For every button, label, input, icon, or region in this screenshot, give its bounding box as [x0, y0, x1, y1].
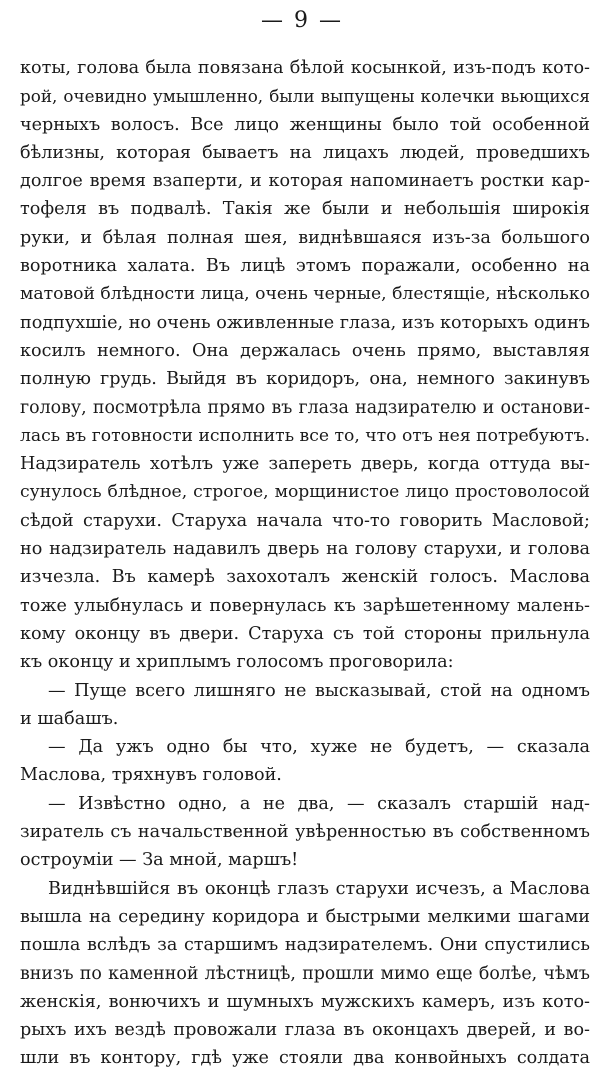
text-line: лась въ готовности исполнить все то, что отъ нея потребуютъ. [20, 425, 590, 446]
text-line: пошла вслѣдъ за старшимъ надзирателемъ. Они спустились [20, 935, 590, 956]
text-line: черныхъ волосъ. Все лицо женщины было той особенной [20, 114, 590, 135]
text-line: шли въ контору, гдѣ уже стояли два конвойныхъ солдата [20, 1048, 590, 1069]
text-line: долгое время взаперти, и которая напоминаетъ ростки кар- [20, 171, 590, 192]
page-body-text [20, 54, 590, 1073]
text-line: рой, очевидно умышленно, были выпущены колечки вьющихся [20, 86, 590, 107]
text-line: — Да ужъ одно бы что, хуже не будетъ, — сказала [48, 737, 590, 758]
text-line: зиратель съ начальственной увѣренностью въ собственномъ [20, 822, 590, 843]
text-line: — Пуще всего лишняго не высказывай, стой на одномъ [48, 680, 590, 701]
text-line: матовой блѣдности лица, очень черные, блестящіе, нѣсколько [20, 284, 590, 305]
text-line: кому оконцу въ двери. Старуха съ той стороны прильнула [20, 623, 590, 644]
page-number: — 9 — [261, 8, 343, 33]
text-line: къ оконцу и хриплымъ голосомъ проговорила: [20, 652, 454, 673]
text-line: тофеля въ подвалѣ. Такія же были и небольшія широкія [20, 199, 590, 220]
text-line: Маслова, тряхнувъ головой. [20, 765, 282, 786]
text-line: руки, и бѣлая полная шея, виднѣвшаяся изъ-за большого [20, 227, 590, 248]
text-line: бѣлизны, которая бываетъ на лицахъ людей, проведшихъ [20, 142, 590, 163]
text-line: голову, посмотрѣла прямо въ глаза надзирателю и останови- [20, 397, 590, 418]
text-line: но надзиратель надавилъ дверь на голову старухи, и голова [20, 539, 590, 560]
text-line: вышла на середину коридора и быстрыми мелкими шагами [20, 906, 590, 927]
text-line: Надзиратель хотѣлъ уже запереть дверь, когда оттуда вы- [20, 454, 590, 475]
text-line: тоже улыбнулась и повернулась къ зарѣшетенному малень- [20, 595, 590, 616]
text-line: рыхъ ихъ вездѣ провожали глаза въ оконцахъ дверей, и во- [20, 1020, 590, 1041]
text-line: сѣдой старухи. Старуха начала что-то говорить Масловой; [20, 510, 590, 531]
text-line: женскія, вонючихъ и шумныхъ мужскихъ камеръ, изъ кото- [20, 991, 590, 1012]
text-line: полную грудь. Выйдя въ коридоръ, она, немного закинувъ [20, 369, 590, 390]
text-line: изчезла. Въ камерѣ захохоталъ женскій голосъ. Маслова [20, 567, 590, 588]
text-line: коты, голова была повязана бѣлой косынкой, изъ-подъ кото- [20, 58, 590, 78]
text-line: подпухшіе, но очень оживленные глаза, изъ которыхъ одинъ [20, 312, 590, 333]
text-line: Виднѣвшійся въ оконцѣ глазъ старухи исчезъ, а Маслова [48, 878, 590, 899]
text-line: косилъ немного. Она держалась очень прямо, выставляя [20, 340, 590, 361]
text-line: и шабашъ. [20, 708, 119, 729]
text-line: — Извѣстно одно, а не два, — сказалъ старшій над- [48, 793, 590, 814]
text-line: сунулось блѣдное, строгое, морщинистое лицо простоволосой [20, 482, 590, 503]
text-line: остроуміи — За мной, маршъ! [20, 850, 299, 871]
text-line: внизъ по каменной лѣстницѣ, прошли мимо еще болѣе, чѣмъ [20, 963, 590, 984]
text-line: воротника халата. Въ лицѣ этомъ поражали, особенно на [20, 256, 590, 277]
